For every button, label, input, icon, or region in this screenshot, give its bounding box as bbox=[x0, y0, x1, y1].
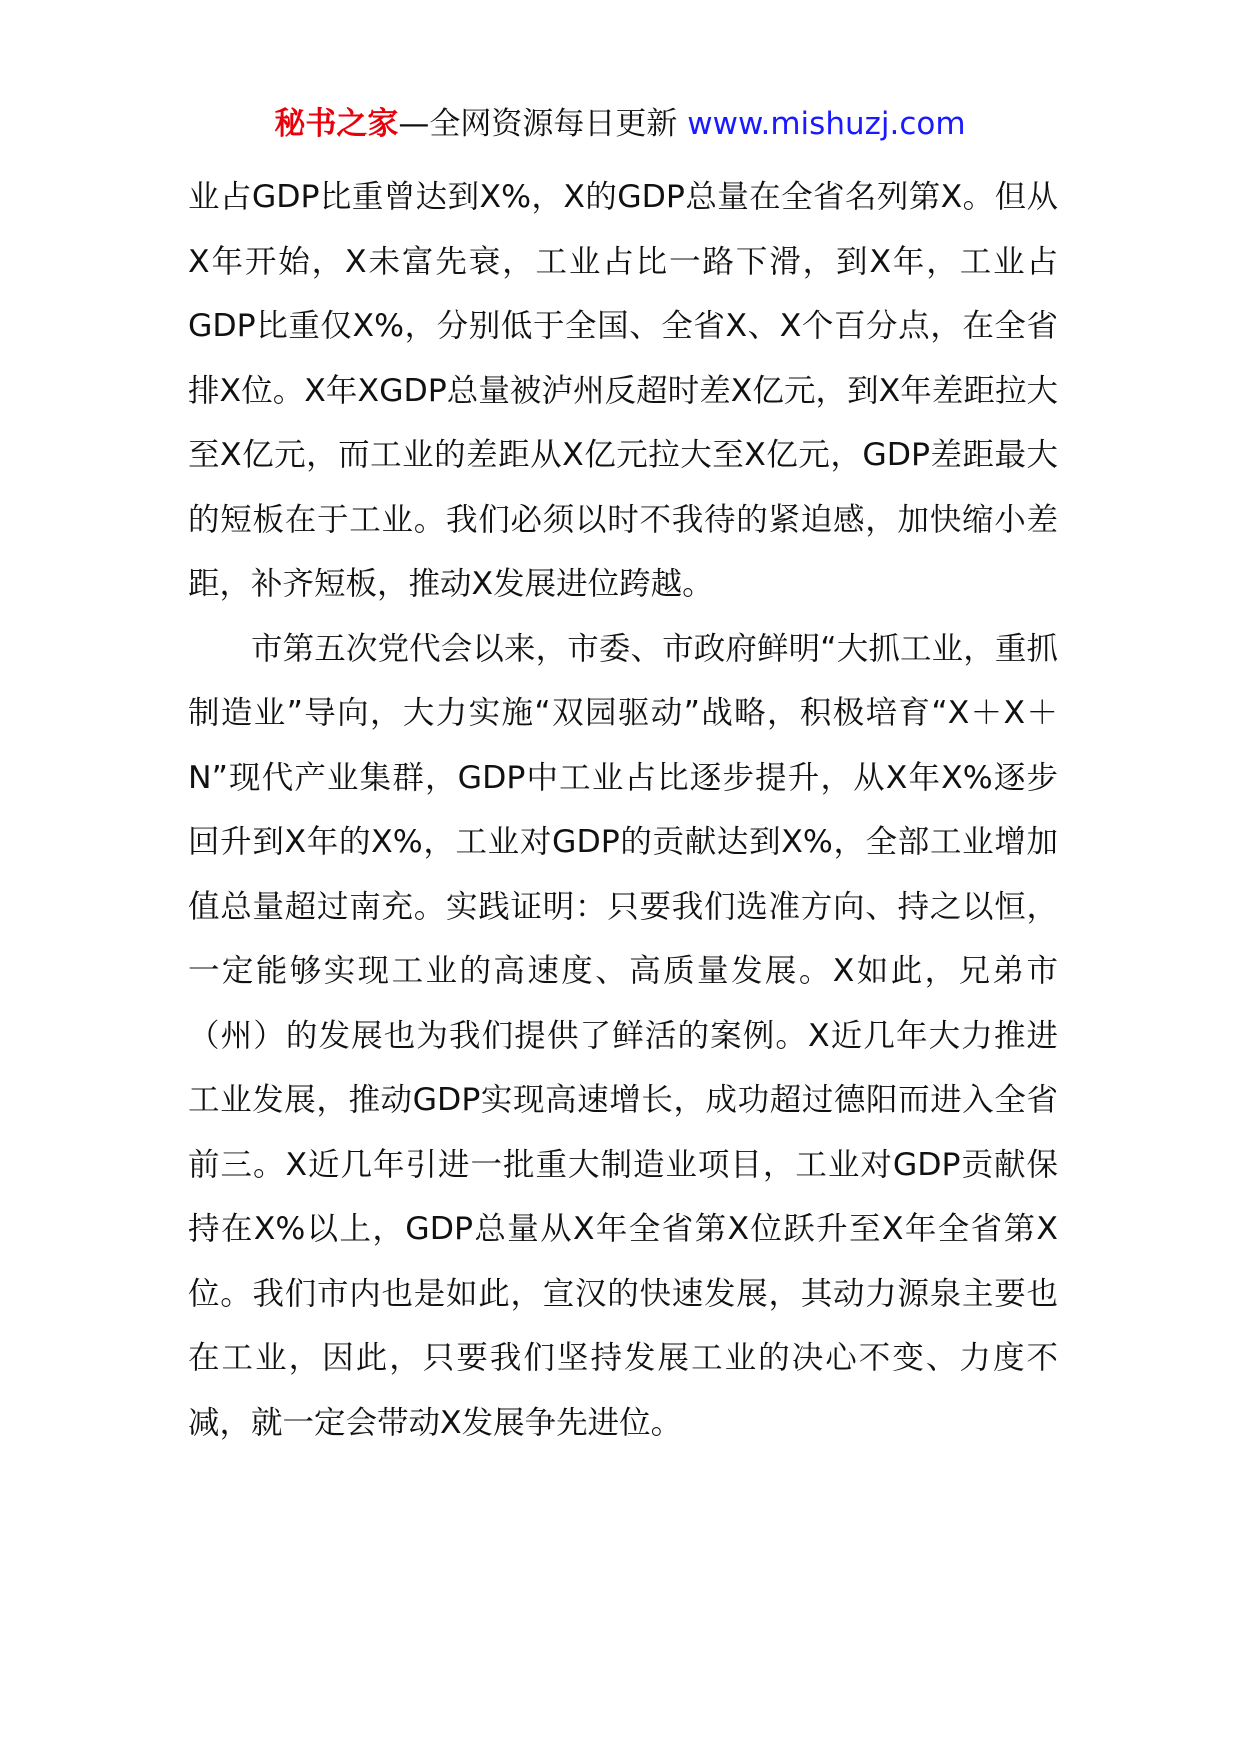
site-tagline: —全网资源每日更新 bbox=[398, 106, 688, 142]
site-header bbox=[0, 104, 1240, 144]
document-body bbox=[188, 165, 1058, 1455]
paragraph-continued: 业占GDP比重曾达到X%，X的GDP总量在全省名列第X。但从X年开始，X未富先衰，工业占比一路下滑，到X年，工业占GDP比重仅X%，分别低于全国、全省X、X个百分点，在全省排X位。X年XGDP总量被泸州反超时差X亿元，到X年差距拉大至X亿元，而工业的差距从X亿元拉大至X亿元，GDP差距最大的短板在于工业。我们必须以时不我待的紧迫感，加快缩小差距，补齐短板，推动X发展进位跨越。 bbox=[188, 179, 1058, 602]
paragraph: 市第五次党代会以来，市委、市政府鲜明“大抓工业，重抓制造业”导向，大力实施“双园驱动”战略，积极培育“X＋X＋N”现代产业集群，GDP中工业占比逐步提升，从X年X%逐步回升到X年的X%，工业对GDP的贡献达到X%，全部工业增加值总量超过南充。实践证明：只要我们选准方向、持之以恒，一定能够实现工业的高速度、高质量发展。X如此，兄弟市（州）的发展也为我们提供了鲜活的案例。X近几年大力推进工业发展，推动GDP实现高速增长，成功超过德阳而进入全省前三。X近几年引进一批重大制造业项目，工业对GDP贡献保持在X%以上，GDP总量从X年全省第X位跃升至X年全省第X位。我们市内也是如此，宣汉的快速发展，其动力源泉主要也在工业，因此，只要我们坚持发展工业的决心不变、力度不减，就一定会带动X发展争先进位。 bbox=[188, 630, 1058, 1441]
site-url-link[interactable]: www.mishuzj.com bbox=[687, 106, 966, 142]
site-brand: 秘书之家 bbox=[274, 106, 399, 142]
